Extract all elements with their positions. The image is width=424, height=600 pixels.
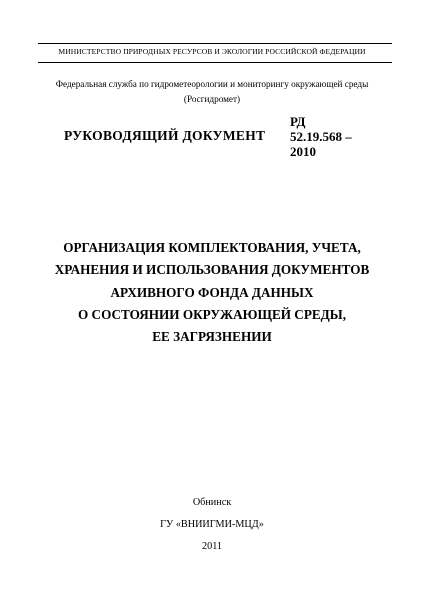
header-top-rule <box>38 43 392 44</box>
document-title <box>0 237 424 348</box>
agency-abbreviation: (Росгидромет) <box>183 94 241 104</box>
publication-year: 2011 <box>202 541 222 552</box>
document-code-line: 52.19.568 – <box>290 129 352 144</box>
header-bottom-rule <box>38 62 392 63</box>
document-code-line: 2010 <box>290 144 316 159</box>
publication-city: Обнинск <box>192 497 232 508</box>
document-title-line: ЕЕ ЗАГРЯЗНЕНИИ <box>152 329 272 345</box>
document-type: РУКОВОДЯЩИЙ ДОКУМЕНТ <box>64 128 266 143</box>
document-title-line: ОРГАНИЗАЦИЯ КОМПЛЕКТОВАНИЯ, УЧЕТА, <box>63 240 361 255</box>
document-code-line: РД <box>290 114 306 129</box>
document-title-line: ХРАНЕНИЯ И ИСПОЛЬЗОВАНИЯ ДОКУМЕНТОВ <box>54 262 370 278</box>
ministry-name: МИНИСТЕРСТВО ПРИРОДНЫХ РЕСУРСОВ И ЭКОЛОГИИ РОССИЙСКОЙ ФЕДЕРАЦИИ <box>58 47 366 56</box>
document-title-line: АРХИВНОГО ФОНДА ДАННЫХ <box>110 284 314 300</box>
document-title-line: О СОСТОЯНИИ ОКРУЖАЮЩЕЙ СРЕДЫ, <box>78 306 346 322</box>
publisher-name: ГУ «ВНИИГМИ-МЦД» <box>160 519 264 530</box>
document-code <box>290 114 352 159</box>
agency-name: Федеральная служба по гидрометеорологии и мониторингу окружающей среды <box>55 79 369 89</box>
